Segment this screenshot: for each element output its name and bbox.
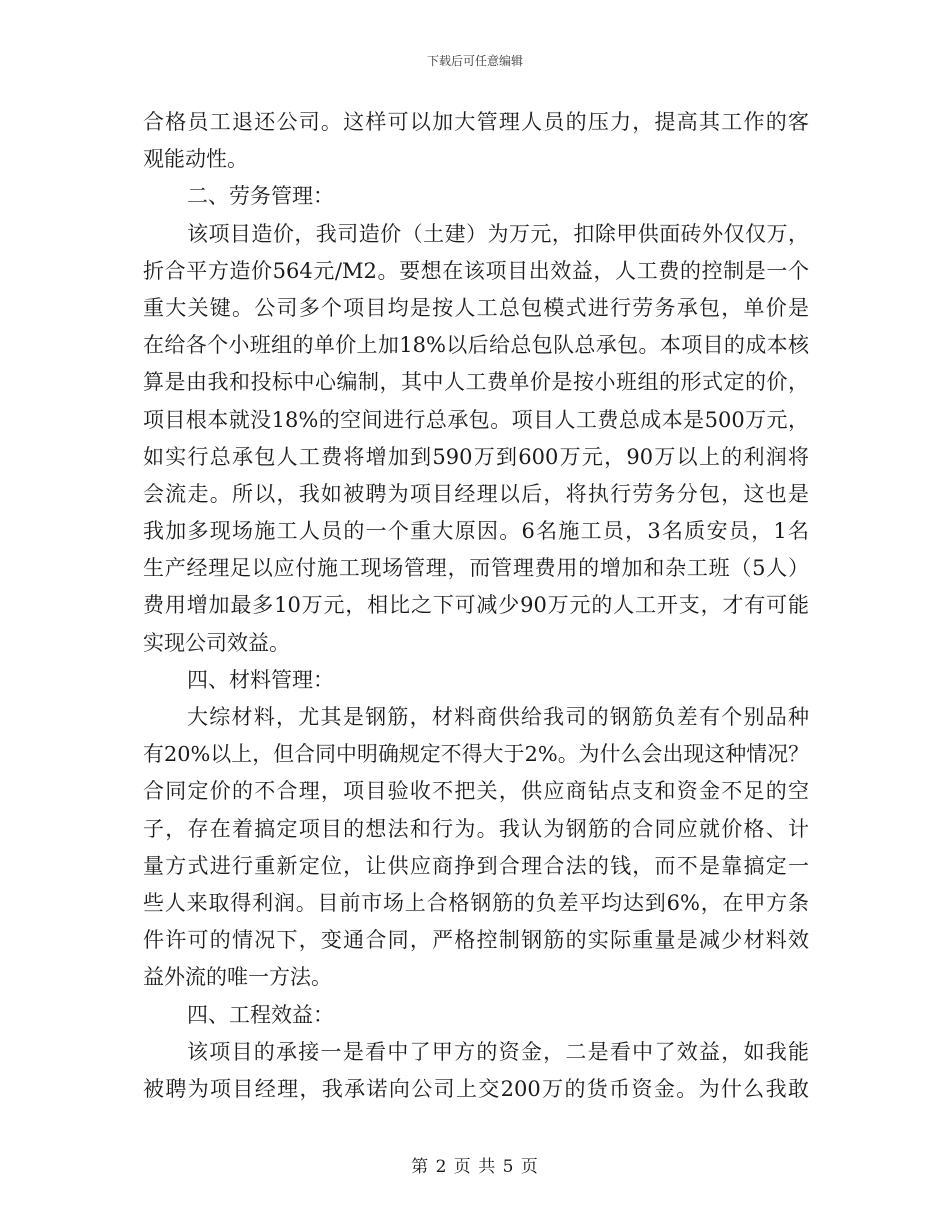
document-body [143, 104, 809, 1108]
text-line: 生产经理足以应付施工现场管理，而管理费用的增加和杂工班（5人） [143, 556, 809, 581]
text-line: 我加多现场施工人员的一个重大原因。6名施工员，3名质安员，1名 [143, 519, 809, 544]
text-line: 有20%以上，但合同中明确规定不得大于2%。为什么会出现这种情况？ [143, 742, 809, 767]
text-line: 大综材料，尤其是钢筋，材料商供给我司的钢筋负差有个别品种 [187, 705, 809, 729]
section-heading: 二、劳务管理： [187, 184, 334, 209]
text-line: 被聘为项目经理，我承诺向公司上交200万的货币资金。为什么我敢 [143, 1076, 809, 1101]
page-footer: 第 2 页 共 5 页 [411, 1157, 539, 1177]
text-line: 件许可的情况下，变通合同，严格控制钢筋的实际重量是减少材料效 [143, 928, 809, 953]
text-line: 实现公司效益。 [143, 630, 290, 655]
text-line: 益外流的唯一方法。 [143, 965, 332, 990]
text-line: 该项目造价，我司造价（土建）为万元，扣除甲供面砖外仅仅万， [187, 221, 809, 246]
section-heading: 四、材料管理： [187, 667, 334, 692]
section-heading: 四、工程效益： [187, 1002, 334, 1027]
text-line: 合同定价的不合理，项目验收不把关，供应商钻点支和资金不足的空 [143, 779, 809, 804]
text-line: 会流走。所以，我如被聘为项目经理以后，将执行劳务分包，这也是 [143, 481, 809, 506]
text-line: 些人来取得利润。目前市场上合格钢筋的负差平均达到6%，在甲方条 [143, 890, 809, 915]
text-line: 合格员工退还公司。这样可以加大管理人员的压力，提高其工作的客 [143, 110, 809, 134]
text-line: 观能动性。 [143, 147, 248, 172]
text-line: 该项目的承接一是看中了甲方的资金，二是看中了效益，如我能 [187, 1039, 809, 1064]
text-line: 重大关键。公司多个项目均是按人工总包模式进行劳务承包，单价是 [143, 295, 809, 320]
page-header: 下载后可任意编辑 [426, 54, 523, 68]
text-line: 折合平方造价564元/M2。要想在该项目出效益，人工费的控制是一个 [143, 258, 809, 283]
text-line: 量方式进行重新定位，让供应商挣到合理合法的钱，而不是靠搞定一 [143, 853, 809, 878]
text-line: 在给各个小班组的单价上加18%以后给总包队总承包。本项目的成本核 [143, 333, 809, 358]
text-line: 子，存在着搞定项目的想法和行为。我认为钢筋的合同应就价格、计 [143, 816, 809, 841]
text-line: 项目根本就没18%的空间进行总承包。项目人工费总成本是500万元， [143, 407, 809, 432]
text-line: 算是由我和投标中心编制，其中人工费单价是按小班组的形式定的价， [143, 370, 809, 395]
text-line: 费用增加最多10万元，相比之下可减少90万元的人工开支，才有可能 [143, 593, 809, 618]
text-line: 如实行总承包人工费将增加到590万到600万元，90万以上的利润将 [143, 444, 809, 469]
